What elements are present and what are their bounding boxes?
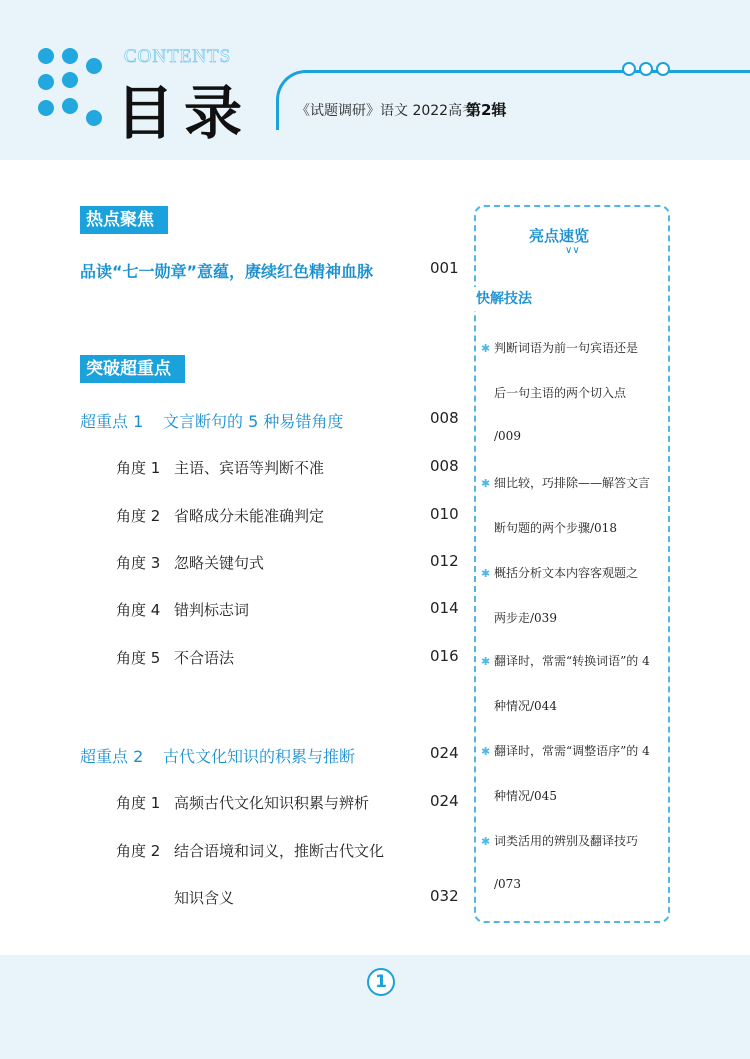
edition-label: 第2辑 [466, 101, 507, 119]
angle-page: 012 [430, 552, 459, 570]
chevron-down-icon: ∨∨ [565, 245, 580, 256]
angle-page: 024 [430, 792, 459, 810]
angle-page: 032 [430, 887, 459, 905]
tip-line: /073 [494, 877, 521, 891]
tip-line: 判断词语为前一句宾语还是 [494, 341, 639, 355]
tip-line: 种情况/045 [494, 789, 557, 803]
page-title: 目录 [116, 79, 253, 147]
angle-label: 角度 4 [116, 601, 161, 619]
tip-line: 种情况/044 [494, 699, 557, 713]
angle-title: 忽略关键句式 [174, 554, 265, 572]
toc-entry[interactable] [0, 792, 460, 816]
group-page: 008 [430, 409, 459, 427]
tip-line: /009 [494, 429, 521, 443]
angle-title-line2: 知识含义 [174, 889, 235, 907]
tip-line: 断句题的两个步骤/018 [494, 521, 617, 535]
angle-label: 角度 2 [116, 507, 161, 525]
toc-entry[interactable] [0, 457, 460, 481]
group-title: 文言断句的 5 种易错角度 [163, 412, 344, 431]
dots-logo-icon [38, 48, 104, 128]
star-bullet-icon: ✱ [481, 342, 491, 355]
sidebar-heading: 亮点速览 [529, 227, 590, 245]
star-bullet-icon: ✱ [481, 655, 491, 668]
angle-title: 高频古代文化知识积累与辨析 [174, 794, 370, 812]
angle-page: 016 [430, 647, 459, 665]
entry-page: 001 [430, 259, 459, 277]
toc-entry[interactable] [0, 552, 460, 576]
angle-title: 主语、宾语等判断不准 [174, 459, 325, 477]
tip-line: 翻译时，常需“调整语序”的 4 [494, 744, 650, 758]
toc-group-heading[interactable] [0, 409, 460, 433]
angle-page: 014 [430, 599, 459, 617]
toc-entry[interactable] [0, 259, 460, 283]
entry-title: 品读“七一勋章”意蕴，赓续红色精神血脉 [80, 262, 374, 281]
star-bullet-icon: ✱ [481, 477, 491, 490]
page-number: 1 [367, 968, 395, 996]
angle-title: 不合语法 [174, 649, 235, 667]
tip-line: 概括分析文本内容客观题之 [494, 566, 639, 580]
toc-entry[interactable] [0, 599, 460, 623]
tip-line: 细比较，巧排除——解答文言 [494, 476, 651, 490]
section-tag-hot: 热点聚焦 [80, 206, 168, 234]
group-page: 024 [430, 744, 459, 762]
tip-line: 翻译时，常需“转换词语”的 4 [494, 654, 650, 668]
angle-title: 结合语境和词义，推断古代文化 [174, 842, 385, 860]
toc-entry[interactable] [0, 840, 460, 864]
star-bullet-icon: ✱ [481, 835, 491, 848]
angle-label: 角度 2 [116, 842, 161, 860]
group-label: 超重点 2 [80, 747, 144, 766]
angle-label: 角度 5 [116, 649, 161, 667]
star-bullet-icon: ✱ [481, 567, 491, 580]
toc-entry-continuation[interactable] [0, 887, 460, 911]
header-circles-icon [622, 61, 673, 80]
section-tag-breakthrough: 突破超重点 [80, 355, 185, 383]
tip-line: 后一句主语的两个切入点 [494, 386, 627, 400]
tip-line: 词类活用的辨别及翻译技巧 [494, 834, 639, 848]
contents-wordmark: CONTENTS [124, 46, 232, 67]
toc-group-heading[interactable] [0, 744, 460, 768]
group-title: 古代文化知识的积累与推断 [163, 747, 356, 766]
angle-label: 角度 1 [116, 794, 161, 812]
angle-page: 010 [430, 505, 459, 523]
angle-title: 省略成分未能准确判定 [174, 507, 325, 525]
angle-label: 角度 3 [116, 554, 161, 572]
angle-title: 错判标志词 [174, 601, 250, 619]
group-label: 超重点 1 [80, 412, 144, 431]
tip-line: 两步走/039 [494, 611, 557, 625]
toc-entry[interactable] [0, 505, 460, 529]
star-bullet-icon: ✱ [481, 745, 491, 758]
book-subtitle: 《试题调研》语文 2022高考 [296, 103, 477, 119]
angle-label: 角度 1 [116, 459, 161, 477]
sidebar-tag: 快解技法 [464, 287, 544, 311]
toc-entry[interactable] [0, 647, 460, 671]
angle-page: 008 [430, 457, 459, 475]
